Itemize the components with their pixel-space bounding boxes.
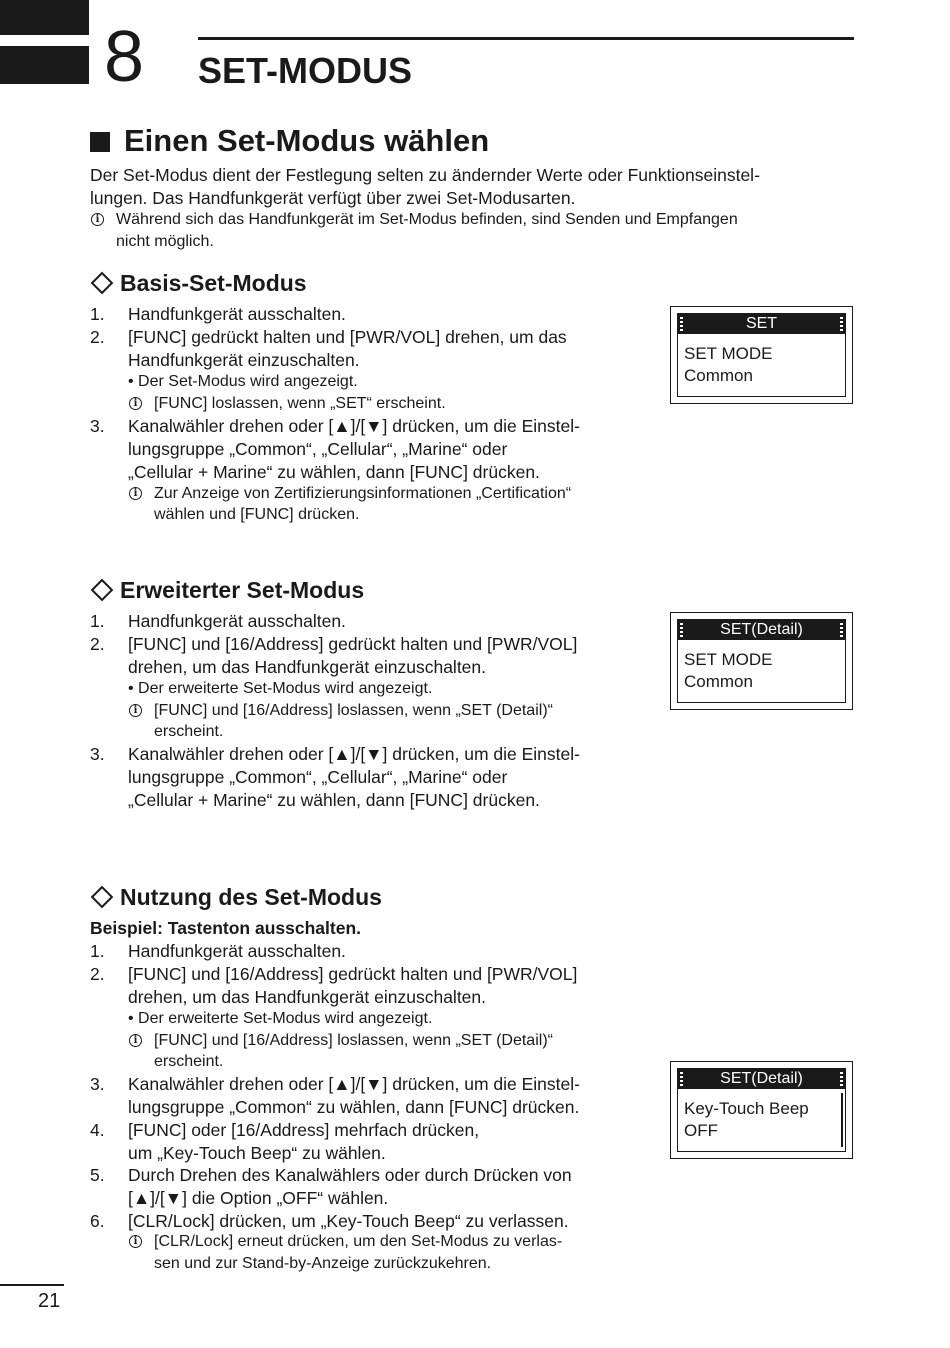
step-note: Zur Anzeige von Zertifizierungsinformationen „Certification“ bbox=[154, 485, 572, 502]
lcd-line-2: OFF bbox=[684, 1121, 718, 1140]
lcd-line-2: Common bbox=[684, 366, 753, 385]
step-text: lungsgruppe „Common“, „Cellular“, „Marine“ oder bbox=[128, 439, 508, 459]
step-number: 3. bbox=[90, 1074, 105, 1094]
lcd-line-1: SET MODE bbox=[684, 650, 773, 669]
step-text: „Cellular + Marine“ zu wählen, dann [FUNC] drücken. bbox=[128, 462, 540, 482]
step-text: Handfunkgerät ausschalten. bbox=[128, 611, 346, 631]
basis-heading bbox=[90, 268, 307, 298]
step-number: 1. bbox=[90, 304, 105, 324]
info-icon: i bbox=[129, 397, 142, 410]
step-number: 6. bbox=[90, 1211, 105, 1231]
step-note: erscheint. bbox=[154, 723, 224, 740]
info-icon: i bbox=[129, 1235, 142, 1248]
signal-ticks-icon bbox=[840, 317, 843, 331]
chapter-rule bbox=[198, 37, 854, 40]
intro-line-2: lungen. Das Handfunkgerät verfügt über zwei Set-Modusarten. bbox=[90, 188, 576, 208]
section-heading bbox=[90, 121, 489, 161]
step-text: lungsgruppe „Common“, „Cellular“, „Marine“ oder bbox=[128, 767, 508, 787]
info-icon: i bbox=[129, 704, 142, 717]
signal-ticks-icon bbox=[840, 623, 843, 637]
basis-title: Basis-Set-Modus bbox=[120, 270, 307, 296]
lcd-header-label: SET(Detail) bbox=[720, 1070, 803, 1087]
info-icon: i bbox=[129, 1034, 142, 1047]
step-bullet: • Der erweiterte Set-Modus wird angezeigt. bbox=[128, 680, 433, 697]
chapter-tab-top bbox=[0, 0, 89, 35]
lcd-line-1: Key-Touch Beep bbox=[684, 1099, 809, 1118]
lcd-screen bbox=[677, 619, 846, 703]
signal-ticks-icon bbox=[840, 1072, 843, 1086]
erweitert-heading bbox=[90, 575, 364, 605]
step-bullet: • Der erweiterte Set-Modus wird angezeigt. bbox=[128, 1010, 433, 1027]
diamond-icon bbox=[91, 272, 114, 295]
lcd-screen bbox=[677, 1068, 846, 1152]
intro-note-line-1: Während sich das Handfunkgerät im Set-Modus befinden, sind Senden und Empfangen bbox=[116, 211, 738, 228]
step-note: [FUNC] loslassen, wenn „SET“ erscheint. bbox=[154, 395, 446, 412]
step-text: drehen, um das Handfunkgerät einzuschalten. bbox=[128, 987, 487, 1007]
step-text: [FUNC] gedrückt halten und [PWR/VOL] drehen, um das bbox=[128, 327, 567, 347]
section-title: Einen Set-Modus wählen bbox=[124, 123, 490, 158]
step-text: Kanalwähler drehen oder [▲]/[▼] drücken, um die Einstel- bbox=[128, 1074, 580, 1094]
step-number: 4. bbox=[90, 1120, 105, 1140]
lcd-display-set bbox=[670, 306, 853, 404]
step-note: erscheint. bbox=[154, 1053, 224, 1070]
step-text: [CLR/Lock] drücken, um „Key-Touch Beep“ zu verlassen. bbox=[128, 1211, 569, 1231]
info-icon: i bbox=[91, 213, 104, 226]
lcd-header bbox=[678, 1069, 845, 1089]
chapter-title: SET-MODUS bbox=[198, 50, 413, 91]
diamond-icon bbox=[91, 579, 114, 602]
step-note: [FUNC] und [16/Address] loslassen, wenn „SET (Detail)“ bbox=[154, 1032, 553, 1049]
square-bullet-icon bbox=[90, 132, 110, 152]
chapter-tab-bottom bbox=[0, 46, 89, 84]
signal-ticks-icon bbox=[680, 317, 683, 331]
nutzung-heading bbox=[90, 882, 382, 912]
lcd-scrollbar bbox=[841, 1093, 843, 1147]
step-note: [FUNC] und [16/Address] loslassen, wenn „SET (Detail)“ bbox=[154, 702, 553, 719]
step-number: 5. bbox=[90, 1165, 105, 1185]
step-text: [FUNC] und [16/Address] gedrückt halten und [PWR/VOL] bbox=[128, 964, 578, 984]
lcd-display-key-touch-beep bbox=[670, 1061, 853, 1159]
erweitert-title: Erweiterter Set-Modus bbox=[120, 577, 365, 603]
step-text: Handfunkgerät ausschalten. bbox=[128, 304, 346, 324]
step-text: [FUNC] oder [16/Address] mehrfach drücken, bbox=[128, 1120, 480, 1140]
step-number: 3. bbox=[90, 744, 105, 764]
step-text: [FUNC] und [16/Address] gedrückt halten und [PWR/VOL] bbox=[128, 634, 578, 654]
step-note: [CLR/Lock] erneut drücken, um den Set-Modus zu verlas- bbox=[154, 1233, 563, 1250]
lcd-header bbox=[678, 620, 845, 640]
intro-line-1: Der Set-Modus dient der Festlegung selten zu ändernder Werte oder Funktionseinstel- bbox=[90, 165, 760, 185]
lcd-screen bbox=[677, 313, 846, 397]
step-text: „Cellular + Marine“ zu wählen, dann [FUNC] drücken. bbox=[128, 790, 540, 810]
step-number: 3. bbox=[90, 416, 105, 436]
step-number: 2. bbox=[90, 634, 105, 654]
lcd-display-set-detail bbox=[670, 612, 853, 710]
step-text: um „Key-Touch Beep“ zu wählen. bbox=[128, 1143, 386, 1163]
example-label: Beispiel: Tastenton ausschalten. bbox=[90, 918, 361, 938]
step-text: Handfunkgerät ausschalten. bbox=[128, 941, 346, 961]
step-text: Kanalwähler drehen oder [▲]/[▼] drücken, um die Einstel- bbox=[128, 744, 580, 764]
nutzung-title: Nutzung des Set-Modus bbox=[120, 884, 382, 910]
step-text: Durch Drehen des Kanalwählers oder durch Drücken von bbox=[128, 1165, 572, 1185]
lcd-line-1: SET MODE bbox=[684, 344, 773, 363]
diamond-icon bbox=[91, 886, 114, 909]
lcd-line-2: Common bbox=[684, 672, 753, 691]
lcd-header-label: SET bbox=[745, 315, 778, 332]
page-number: 21 bbox=[38, 1290, 61, 1312]
step-text: lungsgruppe „Common“ zu wählen, dann [FUNC] drücken. bbox=[128, 1097, 580, 1117]
intro-note-line-2: nicht möglich. bbox=[116, 233, 214, 250]
step-text: drehen, um das Handfunkgerät einzuschalten. bbox=[128, 657, 487, 677]
signal-ticks-icon bbox=[680, 1072, 683, 1086]
step-number: 1. bbox=[90, 941, 105, 961]
lcd-header bbox=[678, 314, 845, 334]
step-text: Kanalwähler drehen oder [▲]/[▼] drücken, um die Einstel- bbox=[128, 416, 580, 436]
signal-ticks-icon bbox=[680, 623, 683, 637]
footer-rule bbox=[0, 1284, 64, 1286]
step-text: Handfunkgerät einzuschalten. bbox=[128, 350, 360, 370]
step-note: sen und zur Stand-by-Anzeige zurückzukehren. bbox=[154, 1255, 492, 1272]
info-icon: i bbox=[129, 487, 142, 500]
step-number: 2. bbox=[90, 964, 105, 984]
step-text: [▲]/[▼] die Option „OFF“ wählen. bbox=[128, 1188, 389, 1208]
step-note: wählen und [FUNC] drücken. bbox=[154, 506, 360, 523]
chapter-number: 8 bbox=[104, 17, 145, 97]
lcd-header-label: SET(Detail) bbox=[720, 621, 803, 638]
step-number: 2. bbox=[90, 327, 105, 347]
step-number: 1. bbox=[90, 611, 105, 631]
step-bullet: • Der Set-Modus wird angezeigt. bbox=[128, 373, 358, 390]
